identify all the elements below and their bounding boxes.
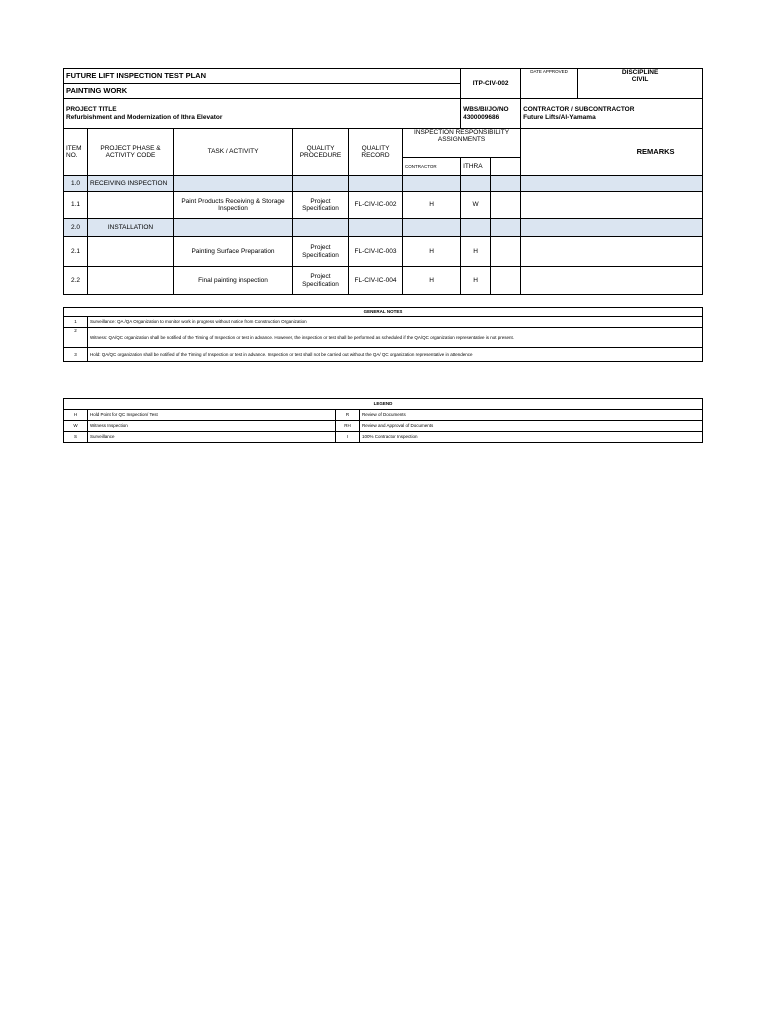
note-text: Surveillance: QA /QA Organization to monitor work in progress without notice from Construction Organization — [88, 317, 703, 328]
legend-row — [64, 410, 703, 421]
contractor-label: CONTRACTOR / SUBCONTRACTOR — [523, 106, 635, 114]
row-procedure: Project Specification — [293, 267, 349, 295]
note-number: 3 — [64, 348, 88, 362]
col-sub-ithra: ITHRA — [461, 158, 491, 176]
legend-desc: Review and Approval of Documents — [360, 421, 703, 432]
row-item: 1.1 — [64, 192, 88, 219]
legend-code: R — [336, 410, 360, 421]
row-record: FL-CIV-IC-002 — [349, 192, 403, 219]
col-phase: PROJECT PHASE & ACTIVITY CODE — [88, 129, 174, 176]
row-ithra: H — [461, 237, 491, 267]
row-task: Painting Surface Preparation — [174, 237, 293, 267]
row-item: 1.0 — [64, 176, 88, 192]
row-extra — [491, 267, 521, 295]
row-procedure — [293, 219, 349, 237]
row-phase: RECEIVING INSPECTION — [88, 176, 174, 192]
note-number: 1 — [64, 317, 88, 328]
row-record — [349, 219, 403, 237]
table-row — [64, 237, 703, 267]
contractor-cell — [521, 99, 703, 129]
row-contractor: H — [403, 237, 461, 267]
legend-row — [64, 421, 703, 432]
col-remarks: REMARKS — [521, 129, 703, 176]
row-remarks — [521, 267, 703, 295]
date-approved-cell — [521, 69, 578, 99]
row-extra — [491, 176, 521, 192]
legend-desc: Witness Inspection — [88, 421, 336, 432]
note-text: Witness: QA/QC organization shall be notified of the Timing of Inspection or test in advance. However, the inspection or test shall be performed as scheduled if the QA/QC organization representative is not present. — [88, 328, 703, 348]
col-responsibility: INSPECTION RESPONSIBILITY ASSIGNMENTS — [403, 129, 521, 158]
legend-code: W — [64, 421, 88, 432]
row-record — [349, 176, 403, 192]
plan-title: FUTURE LIFT INSPECTION TEST PLAN — [64, 69, 461, 84]
general-notes-title: GENERAL NOTES — [64, 308, 703, 317]
legend-desc: 100% Contractor Inspection — [360, 432, 703, 443]
row-item: 2.2 — [64, 267, 88, 295]
row-remarks — [521, 176, 703, 192]
wbs-label: WBS/BI/JO/NO — [463, 106, 509, 114]
row-contractor: H — [403, 267, 461, 295]
row-remarks — [521, 192, 703, 219]
row-extra — [491, 192, 521, 219]
col-procedure: QUALITY PROCEDURE — [293, 129, 349, 176]
row-task — [174, 219, 293, 237]
row-contractor — [403, 176, 461, 192]
legend-title: LEGEND — [64, 399, 703, 410]
row-item: 2.0 — [64, 219, 88, 237]
col-sub-contractor: CONTRACTOR — [403, 158, 461, 176]
row-extra — [491, 237, 521, 267]
row-ithra — [461, 219, 491, 237]
discipline-value: CIVIL — [631, 76, 649, 84]
col-item-no: ITEM NO. — [64, 129, 88, 176]
row-phase — [88, 192, 174, 219]
row-contractor: H — [403, 192, 461, 219]
row-procedure: Project Specification — [293, 192, 349, 219]
row-record: FL-CIV-IC-003 — [349, 237, 403, 267]
col-sub-blank — [491, 158, 521, 176]
row-extra — [491, 219, 521, 237]
wbs-cell — [461, 99, 521, 129]
itp-main-table — [63, 68, 703, 295]
note-number: 2 — [64, 328, 88, 348]
row-remarks — [521, 237, 703, 267]
row-phase — [88, 237, 174, 267]
row-ithra: W — [461, 192, 491, 219]
discipline-label: DISCIPLINE — [621, 69, 659, 76]
row-ithra — [461, 176, 491, 192]
row-task — [174, 176, 293, 192]
wbs-value: 4300009686 — [463, 113, 500, 121]
project-title-cell — [64, 99, 461, 129]
discipline-cell — [578, 69, 703, 99]
row-phase — [88, 267, 174, 295]
date-approved-label: DATE APPROVED — [530, 69, 568, 74]
general-notes-table — [63, 307, 703, 362]
legend-code: S — [64, 432, 88, 443]
row-task: Final painting inspection — [174, 267, 293, 295]
note-item — [64, 348, 703, 362]
legend-code: RH — [336, 421, 360, 432]
table-row — [64, 267, 703, 295]
row-item: 2.1 — [64, 237, 88, 267]
project-title-value: Refurbishment and Modernization of Ithra Elevator — [66, 113, 223, 121]
legend-code: I — [336, 432, 360, 443]
contractor-value: Future Lifts/Al-Yamama — [523, 113, 596, 121]
row-ithra: H — [461, 267, 491, 295]
row-phase: INSTALLATION — [88, 219, 174, 237]
work-type: PAINTING WORK — [64, 84, 461, 99]
legend-desc: Hold Point for QC Inspection/ Test — [88, 410, 336, 421]
row-record: FL-CIV-IC-004 — [349, 267, 403, 295]
note-text: Hold: QA/QC organization shall be notified of the Timing of Inspection or test in advance. Inspection or test shall not be carried out without the QA/ QC organization representative in attendence — [88, 348, 703, 362]
table-row — [64, 219, 703, 237]
legend-row — [64, 432, 703, 443]
col-record: QUALITY RECORD — [349, 129, 403, 176]
note-item — [64, 328, 703, 348]
table-row — [64, 192, 703, 219]
row-contractor — [403, 219, 461, 237]
project-title-label: PROJECT TITLE — [66, 106, 117, 114]
row-procedure — [293, 176, 349, 192]
legend-desc: Review of Documents — [360, 410, 703, 421]
col-task: TASK / ACTIVITY — [174, 129, 293, 176]
note-item — [64, 317, 703, 328]
row-task: Paint Products Receiving & Storage Inspection — [174, 192, 293, 219]
table-row — [64, 176, 703, 192]
legend-code: H — [64, 410, 88, 421]
legend-table — [63, 398, 703, 443]
row-remarks — [521, 219, 703, 237]
legend-desc: Surveillance — [88, 432, 336, 443]
itp-number: ITP-CIV-002 — [461, 69, 521, 99]
row-procedure: Project Specification — [293, 237, 349, 267]
